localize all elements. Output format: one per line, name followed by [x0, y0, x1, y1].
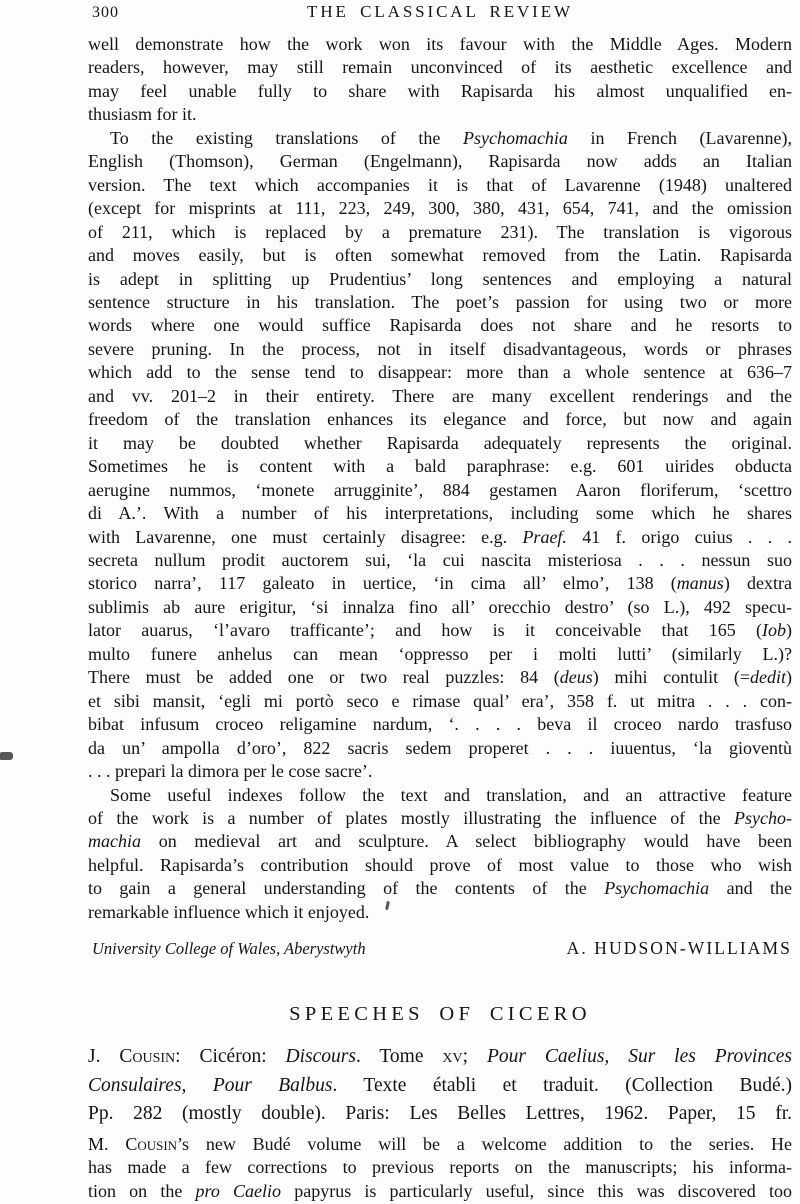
- text-line: it may be doubted whether Rapisarda adequately represents the original.: [88, 432, 792, 453]
- text-line: (except for misprints at 111, 223, 249, 300, 380, 431, 654, 741, and the omission: [88, 198, 792, 219]
- review-signature: [88, 938, 792, 959]
- text-line: machia on medieval art and sculpture. A select bibliography would have been: [88, 831, 792, 852]
- section-title-speeches-of-cicero: SPEECHES OF CICERO: [289, 1003, 591, 1026]
- page-number: 300: [92, 4, 119, 21]
- text-line: which add to the sense tend to disappear: more than a whole sentence at 636–7: [88, 362, 792, 383]
- paragraph: [88, 127, 792, 784]
- text-line: sentence structure in his translation. The poet’s passion for using two or more: [88, 291, 792, 312]
- text-line: English (Thomson), German (Engelmann), Rapisarda now adds an Italian: [88, 151, 792, 172]
- scan-smudge-artifact: [0, 752, 13, 760]
- review-body-cousin: [88, 1133, 792, 1203]
- journal-title: THE CLASSICAL REVIEW: [307, 2, 573, 21]
- paragraph: [88, 1043, 792, 1129]
- text-line: J. Cousin: Cicéron: Discours. Tome xv; Pour Caelius, Sur les Provinces: [88, 1046, 792, 1068]
- paragraph: [88, 33, 792, 127]
- text-line: aerugine nummos, ‘monete arrugginite’, 884 gestamen Aaron floriferum, ‘scettro: [88, 479, 792, 500]
- review-body-hudson-williams: [88, 33, 792, 924]
- text-line: of 211, which is replaced by a premature 231). The translation is vigorous: [88, 221, 792, 242]
- text-line: to gain a general understanding of the contents of the Psychomachia and the: [88, 878, 792, 899]
- text-line: of the work is a number of plates mostly illustrating the influence of the Psycho-: [88, 807, 792, 828]
- text-line: secreta nullum prodit auctorem sui, ‘la cui nascita misteriosa . . . nessun suo: [88, 549, 792, 570]
- text-line: di A.’. With a number of his interpretations, including some which he shares: [88, 503, 792, 524]
- text-line: words where one would suffice Rapisarda does not share and he resorts to: [88, 315, 792, 336]
- text-line: To the existing translations of the Psychomachia in French (Lavarenne),: [110, 127, 792, 148]
- text-line: is adept in splitting up Prudentius’ long sentences and employing a natural: [88, 268, 792, 289]
- book-citation: [88, 1043, 792, 1129]
- text-line: storico narra’, 117 galeato in uertice, ‘in cima all’ elmo’, 138 (manus) dextra: [88, 573, 793, 594]
- text-line: version. The text which accompanies it is that of Lavarenne (1948) unaltered: [88, 174, 792, 195]
- text-line: bibat infusum croceo religamine nardum, ‘. . . . beva il croceo nardo trasfuso: [88, 714, 792, 735]
- text-line: helpful. Rapisarda’s contribution should prove of most value to those who wish: [88, 854, 792, 875]
- text-line: M. Cousin’s new Budé volume will be a welcome addition to the series. He: [88, 1134, 792, 1154]
- text-line: well demonstrate how the work won its favour with the Middle Ages. Modern: [88, 34, 792, 54]
- text-column: [88, 33, 792, 1203]
- text-line: Sometimes he is content with a bald paraphrase: e.g. 601 uirides obducta: [88, 456, 792, 477]
- text-line: . . . prepari la dimora per le cose sacre’.: [88, 761, 373, 782]
- signature-affiliation: University College of Wales, Aberystwyth: [92, 939, 366, 959]
- paragraph: [88, 1133, 792, 1203]
- text-line: and moves easily, but is often somewhat removed from the Latin. Rapisarda: [88, 245, 792, 266]
- text-line: Some useful indexes follow the text and translation, and an attractive feature: [110, 784, 792, 805]
- text-line: severe pruning. In the process, not in itself disadvantageous, words or phrases: [88, 338, 792, 359]
- text-line: Consulaires, Pour Balbus. Texte établi et traduit. (Collection Budé.): [88, 1074, 792, 1096]
- text-line: lator auarus, ‘l’avaro trafficante’; and how is it conceivable that 165 (Iob): [88, 620, 792, 641]
- text-line: with Lavarenne, one must certainly disagree: e.g. Praef. 41 f. origo cuius . . .: [88, 526, 792, 547]
- text-line: et sibi mansit, ‘egli mi portò seco e rimase qual’ era’, 358 f. ut mitra . . . con-: [88, 690, 792, 711]
- text-line: sublimis ab aure erigitur, ‘si innalza fino all’ orecchio destro’ (so L.), 492 specu-: [88, 596, 792, 617]
- text-line: thusiasm for it.: [88, 104, 197, 125]
- text-line: readers, however, may still remain unconvinced of its aesthetic excellence and: [88, 57, 792, 78]
- text-line: freedom of the translation enhances its elegance and force, but now and again: [88, 409, 792, 430]
- text-line: There must be added one or two real puzzles: 84 (deus) mihi contulit (=dedit): [88, 667, 792, 688]
- running-head: [88, 2, 792, 26]
- text-line: Pp. 282 (mostly double). Paris: Les Belles Lettres, 1962. Paper, 15 fr.: [88, 1103, 792, 1125]
- text-line: multo funere anhelus can mean ‘oppresso per i molti lutti’ (similarly L.)?: [88, 643, 792, 664]
- text-line: tion on the pro Caelio papyrus is particularly useful, since this was discovered too: [88, 1180, 792, 1201]
- text-line: may feel unable fully to share with Rapisarda his almost unqualified en-: [88, 80, 792, 101]
- signature-author: A. HUDSON-WILLIAMS: [566, 938, 792, 959]
- text-line: and vv. 201–2 in their entirety. There are many excellent renderings and the: [88, 385, 792, 406]
- text-line: remarkable influence which it enjoyed.: [88, 901, 370, 922]
- paragraph: [88, 784, 792, 925]
- text-line: da un’ ampolla d’oro’, 822 sacris sedem properet . . . iuuentus, ‘la gioventù: [88, 737, 792, 758]
- text-line: has made a few corrections to previous reports on the manuscripts; his informa-: [88, 1157, 792, 1178]
